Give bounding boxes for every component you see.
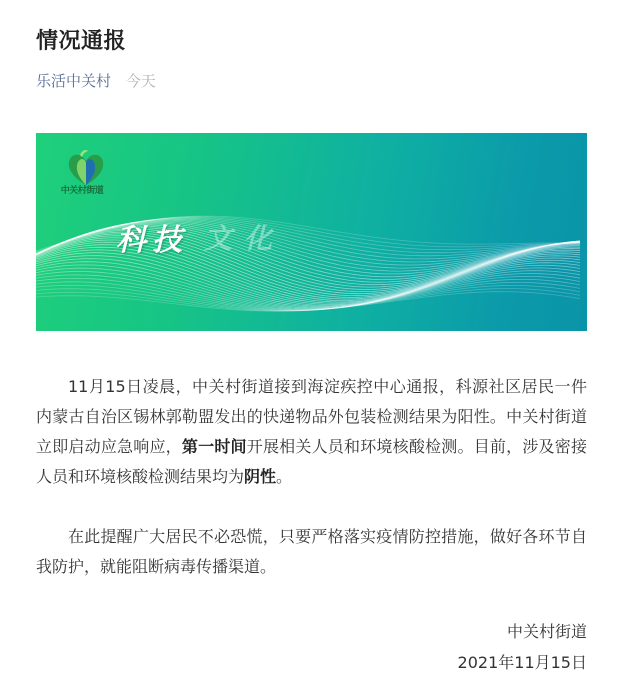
- signature-organization: 中关村街道: [506, 622, 587, 641]
- paragraph-1-bold-a: 第一时间: [181, 437, 247, 456]
- paragraph-1-bold-b: 阴性: [244, 467, 277, 486]
- header-banner-image: [36, 133, 587, 331]
- banner-word-tech: 科技: [116, 223, 188, 258]
- body-paragraph-1: [36, 372, 587, 492]
- paragraph-1-text-b: 开展相关人员和环境核酸检测。目前，涉及密接人员和环境核酸检测结果均为: [36, 437, 587, 486]
- article-meta: [36, 70, 156, 92]
- body-paragraph-2: 在此提醒广大居民不必恐慌，只要严格落实疫情防控措施，做好各环节自我防护，就能阻断病毒传播渠道。: [36, 527, 587, 576]
- signature-date: 2021年11月15日: [457, 653, 587, 672]
- banner-word-culture: 文化: [204, 222, 285, 255]
- account-name-link[interactable]: 乐活中关村: [36, 72, 112, 90]
- paragraph-1-text-c: 。: [276, 467, 293, 486]
- paragraph-1-text-a: 11月15日凌晨，中关村街道接到海淀疾控中心通报，科源社区居民一件内蒙古自治区锡林郭勒盟发出的快递物品外包装检测结果为阳性。中关村街道立即启动应急响应，: [36, 377, 587, 456]
- publish-time: 今天: [125, 72, 156, 90]
- article-title: 情况通报: [36, 29, 127, 54]
- logo-text: 中关村街道: [60, 186, 104, 196]
